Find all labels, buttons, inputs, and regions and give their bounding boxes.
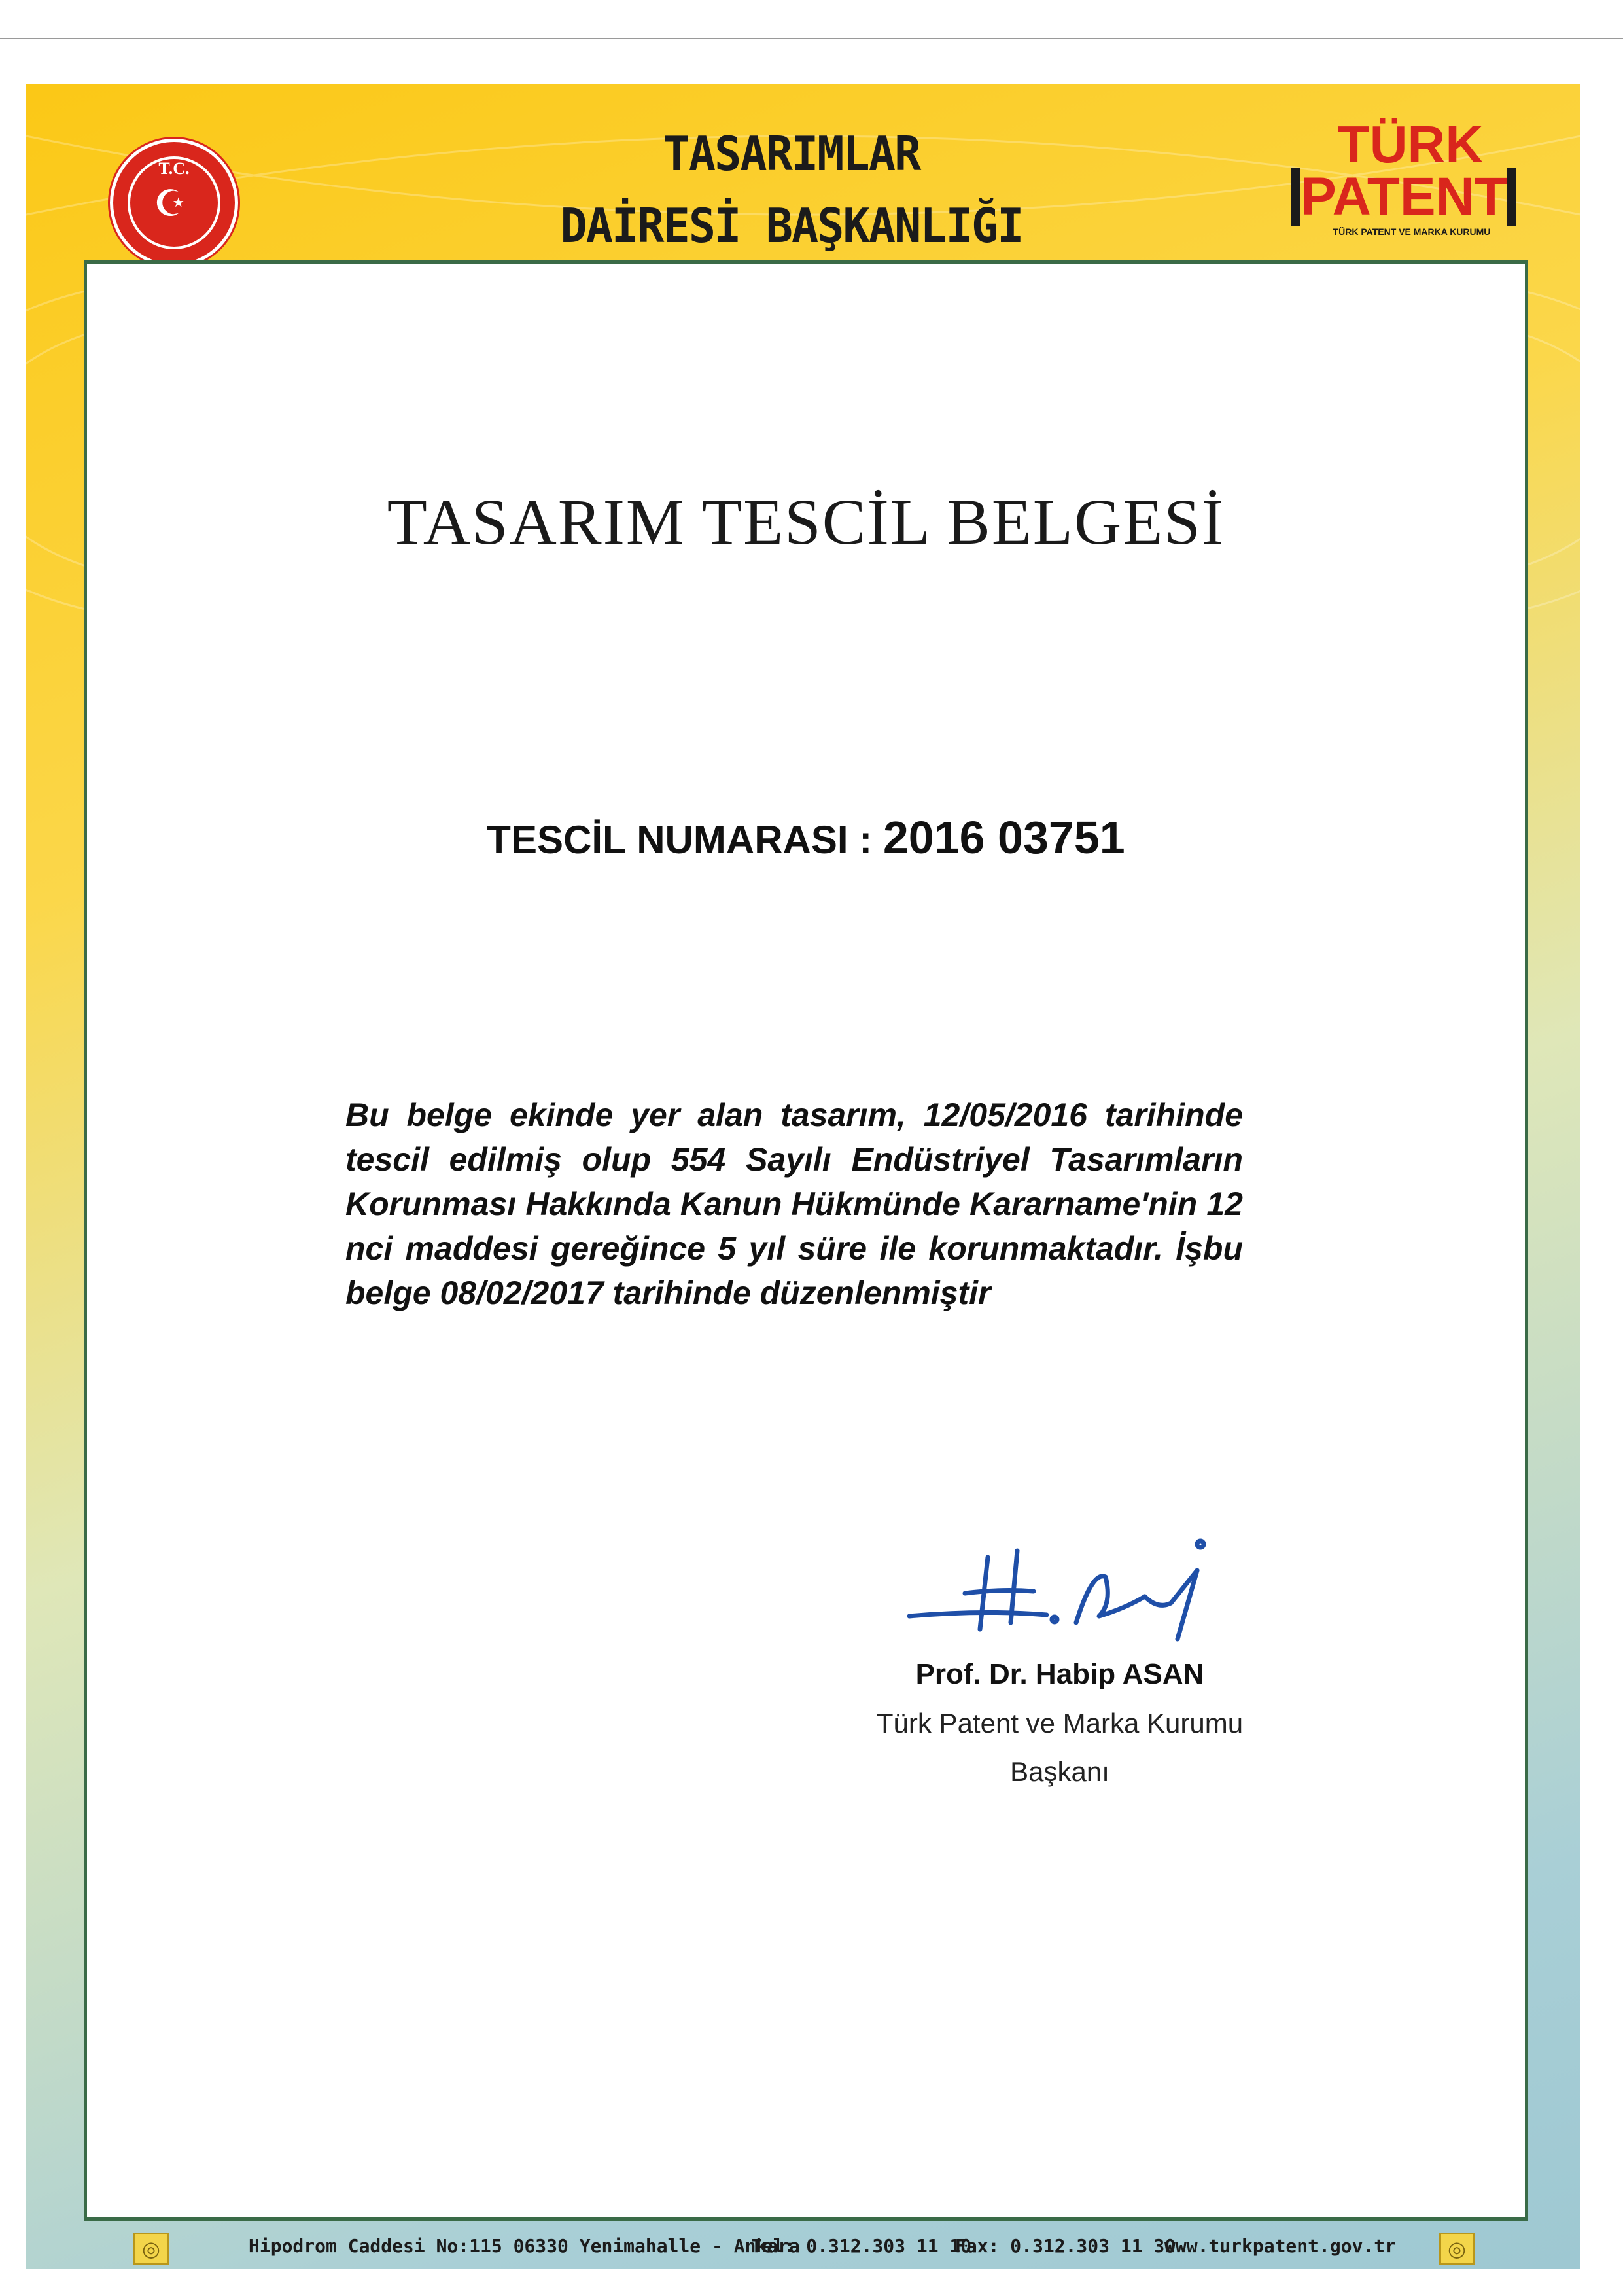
logo-top-text: TÜRK [1337,115,1484,173]
logo-main-text: PATENT [1291,168,1516,226]
footer-left-icon: ◎ [133,2233,169,2265]
department-title [512,118,1072,262]
footer-phone: Tel: 0.312.303 11 10 [751,2235,972,2257]
signatory-organization: Türk Patent ve Marka Kurumu [876,1708,1244,1739]
turk-patent-logo [1286,115,1522,237]
page-title: TASARIM TESCİL BELGESİ [387,486,1225,558]
signatory-role: Başkanı [1010,1756,1109,1787]
footer-website[interactable]: www.turkpatent.gov.tr [1164,2235,1397,2257]
department-title-line1: TASARIMLAR [663,126,920,181]
signature-image [903,1531,1217,1642]
signatory-name: Prof. Dr. Habip ASAN [915,1658,1204,1690]
certificate-statement: Bu belge ekinde yer alan tasarım, 12/05/2016 tarihinde tescil edilmiş olup 554 Sayılı Endüstriyel Tasarımların Korunması Hakkında Kanun Hükmünde Kararname'nin 12 nci maddesi gereğince 5 yıl süre ile korunmaktadır. İşbu belge 08/02/2017 tarihinde düzenlenmiştir [345,1097,1243,1311]
registration-number-line [84,811,1528,864]
department-title-line2: DAİRESİ BAŞKANLIĞI [560,198,1023,253]
tc-seal-logo [110,139,238,267]
logo-subtitle: TÜRK PATENT VE MARKA KURUMU [1333,226,1491,237]
footer-address: Hipodrom Caddesi No:115 06330 Yenimahalle - Ankara [249,2235,800,2257]
seal-text: T.C. [158,159,190,178]
footer-right-icon: ◎ [1439,2233,1475,2265]
registration-label: TESCİL NUMARASI : [487,818,873,862]
footer [118,2231,1518,2270]
footer-fax: Fax: 0.312.303 11 30 [955,2235,1176,2257]
scan-top-line [0,38,1623,39]
crescent-star-icon: ☪ [154,183,187,225]
registration-number: 2016 03751 [882,812,1125,863]
